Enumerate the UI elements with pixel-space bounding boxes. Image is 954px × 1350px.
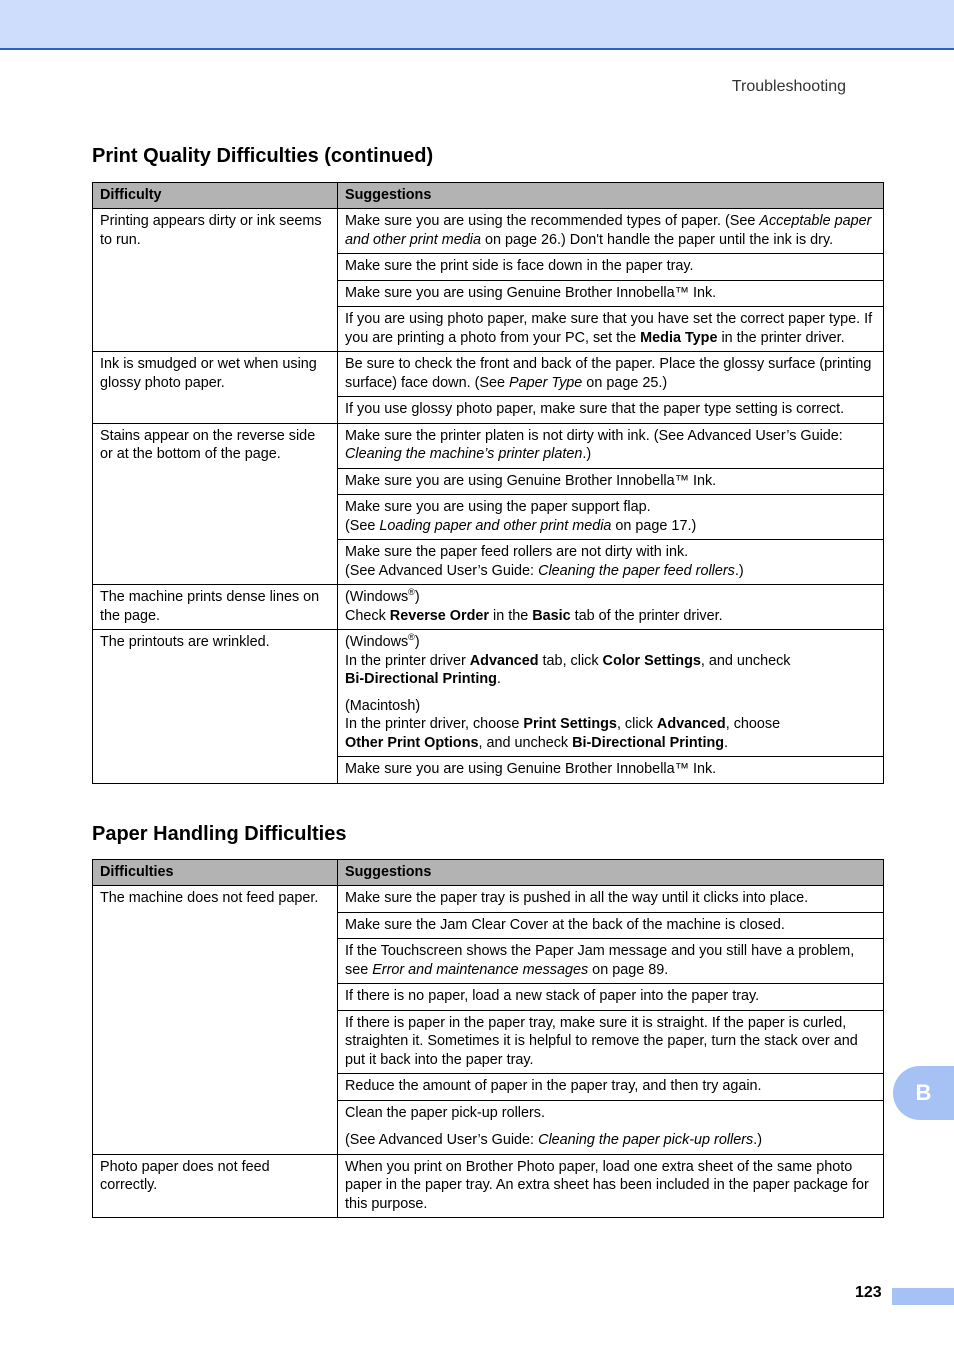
suggestion-cell: (Windows®) In the printer driver Advanced tab, click Color Settings, and uncheck Bi-Directional Printing. (Macintosh) In the printer driver, choose Print Settings, click Advanced, choose Other Print Options, and uncheck Bi-Directional Printing. [338,630,884,757]
difficulty-cell: Printing appears dirty or ink seems to run. [93,209,338,352]
difficulty-cell: The machine does not feed paper. [93,886,338,1155]
suggestion-cell: (Windows®) Check Reverse Order in the Basic tab of the printer driver. [338,585,884,630]
suggestion-cell: Make sure the paper feed rollers are not dirty with ink. (See Advanced User’s Guide: Cleaning the paper feed rollers.) [338,540,884,585]
difficulty-cell: Stains appear on the reverse side or at the bottom of the page. [93,423,338,585]
column-header-difficulties: Difficulties [93,860,338,886]
suggestion-cell: If there is no paper, load a new stack of paper into the paper tray. [338,984,884,1011]
difficulty-cell: Photo paper does not feed correctly. [93,1154,338,1218]
suggestion-cell: Make sure you are using Genuine Brother Innobella™ Ink. [338,468,884,495]
section-title-print-quality: Print Quality Difficulties (continued) [92,145,434,167]
suggestion-cell: When you print on Brother Photo paper, load one extra sheet of the same photo paper in the paper tray. An extra sheet has been included in the paper package for this purpose. [338,1154,884,1218]
suggestion-cell: If you are using photo paper, make sure that you have set the correct paper type. If you are printing a photo from your PC, set the Media Type in the printer driver. [338,307,884,352]
suggestion-cell: If you use glossy photo paper, make sure that the paper type setting is correct. [338,397,884,424]
paper-handling-table [92,859,884,1218]
section-title-paper-handling: Paper Handling Difficulties [92,823,347,845]
column-header-suggestions: Suggestions [338,183,884,209]
difficulty-cell: The printouts are wrinkled. [93,630,338,784]
chapter-tab: B [893,1066,954,1120]
suggestion-cell: If there is paper in the paper tray, make sure it is straight. If the paper is curled, straighten it. Sometimes it is helpful to remove the paper, turn the stack over and put it back into the paper tray. [338,1010,884,1074]
suggestion-cell: Make sure the Jam Clear Cover at the back of the machine is closed. [338,912,884,939]
suggestion-cell: Make sure you are using the paper support flap. (See Loading paper and other print media on page 17.) [338,495,884,540]
suggestion-cell: Make sure the paper tray is pushed in all the way until it clicks into place. [338,886,884,913]
suggestion-cell: Make sure the print side is face down in the paper tray. [338,254,884,281]
header-bar [0,0,954,50]
page-number: 123 [855,1284,882,1301]
difficulty-cell: The machine prints dense lines on the page. [93,585,338,630]
suggestion-cell: Make sure you are using the recommended types of paper. (See Acceptable paper and other print media on page 26.) Don't handle the paper until the ink is dry. [338,209,884,254]
suggestion-cell: Be sure to check the front and back of the paper. Place the glossy surface (printing surface) face down. (See Paper Type on page 25.) [338,352,884,397]
suggestion-cell: Clean the paper pick-up rollers. (See Advanced User’s Guide: Cleaning the paper pick-up rollers.) [338,1100,884,1154]
column-header-suggestions: Suggestions [338,860,884,886]
suggestion-cell: Make sure you are using Genuine Brother Innobella™ Ink. [338,280,884,307]
suggestion-cell: Make sure you are using Genuine Brother Innobella™ Ink. [338,757,884,784]
print-quality-table [92,182,884,784]
column-header-difficulty: Difficulty [93,183,338,209]
difficulty-cell: Ink is smudged or wet when using glossy photo paper. [93,352,338,424]
suggestion-cell: Make sure the printer platen is not dirty with ink. (See Advanced User’s Guide: Cleaning the machine’s printer platen.) [338,423,884,468]
suggestion-cell: Reduce the amount of paper in the paper tray, and then try again. [338,1074,884,1101]
running-head: Troubleshooting [731,78,846,95]
page-number-bar [892,1288,954,1305]
suggestion-cell: If the Touchscreen shows the Paper Jam message and you still have a problem, see Error and maintenance messages on page 89. [338,939,884,984]
